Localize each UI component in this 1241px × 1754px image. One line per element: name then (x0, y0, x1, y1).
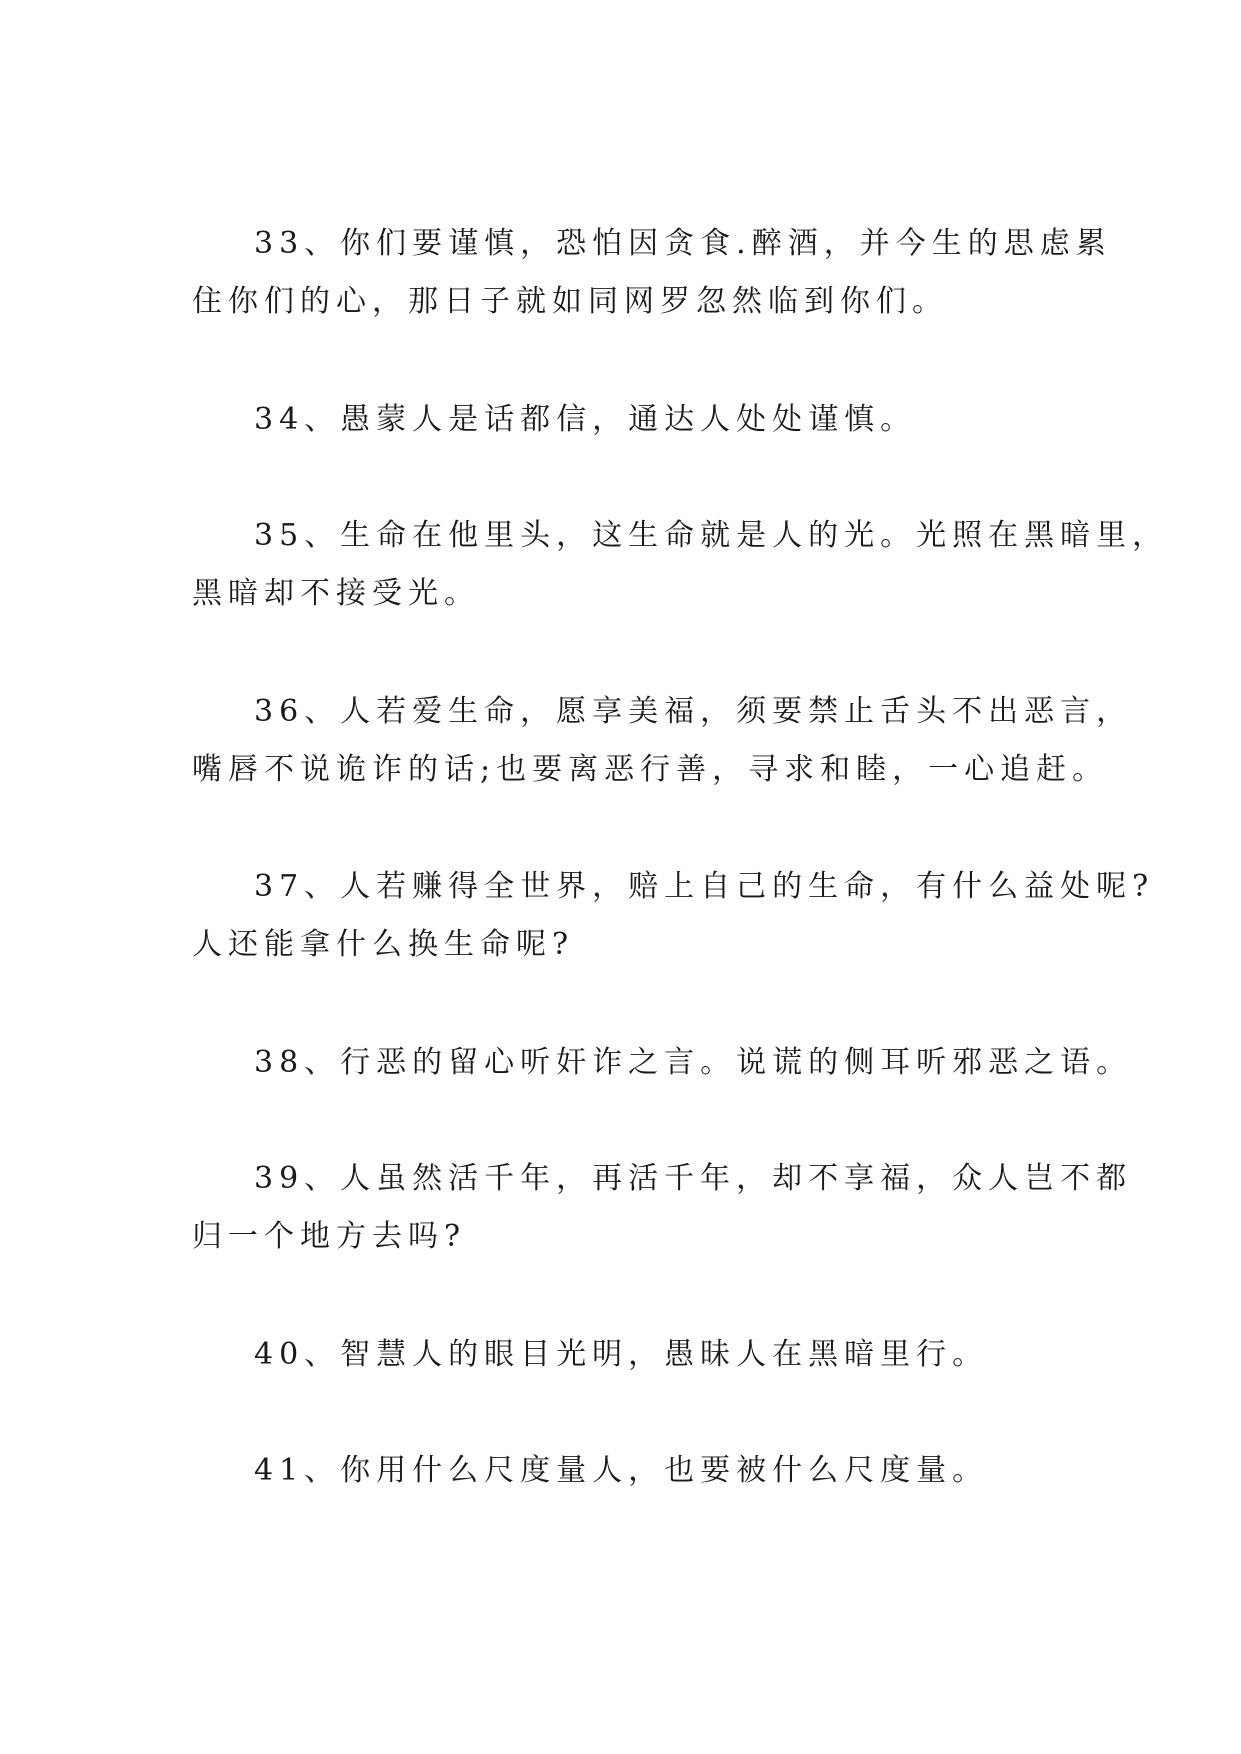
paragraph-40-line-1: 40、智慧人的眼目光明，愚昧人在黑暗里行。 (254, 1337, 989, 1372)
paragraph-35 (192, 507, 1169, 623)
paragraph-39-line-2: 归一个地方去吗? (192, 1219, 467, 1254)
paragraph-33-line-1: 33、你们要谨慎，恐怕因贪食.醉酒，并今生的思虑累 (254, 226, 1112, 261)
paragraph-37-line-2: 人还能拿什么换生命呢? (192, 927, 575, 962)
paragraph-37-line-1: 37、人若赚得全世界，赔上自己的生命，有什么益处呢? (254, 869, 1155, 904)
paragraph-37 (192, 858, 1155, 974)
paragraph-33-line-2: 住你们的心，那日子就如同网罗忽然临到你们。 (192, 284, 948, 319)
paragraph-41-line-1: 41、你用什么尺度量人，也要被什么尺度量。 (254, 1453, 989, 1488)
paragraph-38-line-1: 38、行恶的留心听奸诈之言。说谎的侧耳听邪恶之语。 (254, 1045, 1133, 1080)
paragraph-34-line-1: 34、愚蒙人是话都信，通达人处处谨慎。 (254, 402, 917, 437)
paragraph-35-line-1: 35、生命在他里头，这生命就是人的光。光照在黑暗里， (254, 518, 1169, 553)
paragraph-39-line-1: 39、人虽然活千年，再活千年，却不享福，众人岂不都 (254, 1161, 1133, 1196)
paragraph-38 (192, 1034, 1133, 1092)
paragraph-36-line-2: 嘴唇不说诡诈的话;也要离恶行善，寻求和睦，一心追赶。 (192, 752, 1109, 787)
paragraph-36-line-1: 36、人若爱生命，愿享美福，须要禁止舌头不出恶言， (254, 694, 1133, 729)
paragraph-41 (192, 1442, 1072, 1500)
paragraph-39 (192, 1150, 1133, 1266)
paragraph-36 (192, 683, 1133, 799)
paragraph-34 (192, 391, 1072, 449)
paragraph-35-line-2: 黑暗却不接受光。 (192, 576, 480, 611)
paragraph-33 (192, 215, 1112, 331)
paragraph-40 (192, 1326, 1072, 1384)
